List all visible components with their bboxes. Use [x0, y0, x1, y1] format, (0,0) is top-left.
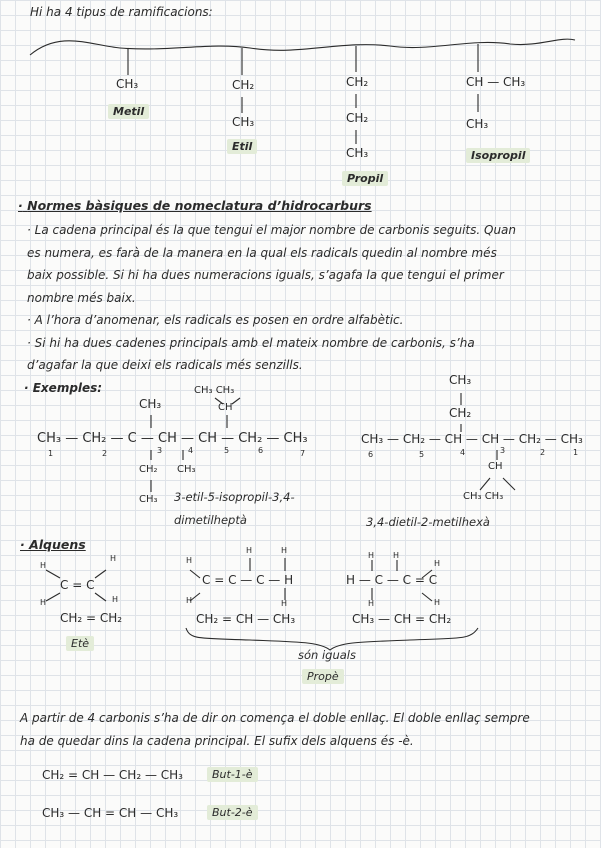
ex2-name: 3,4-dietil-2-metilhexà — [366, 515, 490, 529]
ex2-bottom-branches: CH₃ CH₃ — [463, 491, 504, 502]
prope1-h-bl: H — [186, 596, 193, 605]
prope2-h-t2: H — [393, 551, 400, 560]
prope2-h-tr: H — [434, 559, 441, 568]
butene2-formula: CH₃ — CH = CH — CH₃ — [42, 806, 179, 820]
ex1-bottom-ch2: CH₂ — [139, 464, 158, 475]
isopropil-label: Isopropil — [466, 148, 530, 163]
ete-h-br: H — [112, 595, 119, 604]
ex1-num-6: 6 — [258, 446, 264, 455]
ete-formula: CH₂ = CH₂ — [60, 611, 123, 625]
ex2-num-3: 3 — [500, 446, 506, 455]
normes-title-text: Normes bàsiques de nomeclatura d’hidrocarburs — [27, 198, 372, 213]
ex1-name-2: dimetilheptà — [174, 513, 247, 527]
son-iguals: són iguals — [298, 648, 356, 662]
wavy-chain — [30, 39, 575, 55]
ex1-num-5: 5 — [224, 446, 230, 455]
ete-label: Etè — [66, 636, 94, 651]
etil-formula-1: CH₂ — [232, 78, 255, 92]
prope-label: Propè — [302, 669, 344, 684]
prope1-h-t2: H — [281, 546, 288, 555]
rule-line-3: baix possible. Si hi ha dues numeracions iguals, s’agafa la que tengui el primer — [27, 268, 504, 282]
isopropil-formula-1: CH — CH₃ — [466, 75, 526, 89]
ex2-top-ch2: CH₂ — [449, 406, 472, 420]
prope1-h-b: H — [281, 599, 288, 608]
ex1-main-chain: CH₃ — CH₂ — C — CH — CH — CH₂ — CH₃ — [37, 431, 308, 446]
normes-title — [18, 198, 372, 213]
ex1-name-1: 3-etil-5-isopropil-3,4- — [174, 490, 295, 504]
ex1-num-3: 3 — [157, 446, 163, 455]
ex1-bottom-methyl: CH₃ — [177, 464, 196, 475]
normes-bullet: · — [18, 198, 23, 213]
prope2-formula: CH₃ — CH = CH₂ — [352, 612, 452, 626]
propil-label: Propil — [342, 171, 388, 186]
prope2-h-t1: H — [368, 551, 375, 560]
ex1-bottom-ch3: CH₃ — [139, 494, 158, 505]
ete-cc: C = C — [60, 578, 95, 592]
ex1-num-1: 1 — [48, 449, 54, 458]
alquens-title: · Alquens — [20, 537, 86, 552]
etil-label: Etil — [227, 139, 257, 154]
rule-line-7: d’agafar la que deixi els radicals més senzills. — [27, 358, 303, 372]
etil-formula-2: CH₃ — [232, 115, 255, 129]
intro-text: Hi ha 4 tipus de ramificacions: — [30, 5, 213, 19]
ex2-num-4: 4 — [460, 448, 466, 457]
ex2-num-2: 2 — [540, 448, 546, 457]
rule-line-2: es numera, es farà de la manera en la qual els radicals quedin al nombre més — [27, 245, 497, 260]
ex1-top-methyl: CH₃ — [139, 397, 162, 411]
ex1-num-2: 2 — [102, 449, 108, 458]
ex2-main-chain: CH₃ — CH₂ — CH — CH — CH₂ — CH₃ — [361, 432, 583, 446]
rule-line-1: · La cadena principal és la que tengui el major nombre de carbonis seguits. Quan — [27, 223, 517, 237]
ex2-bottom-ch: CH — [488, 461, 503, 472]
prope2-line: H — C — C = C — [346, 573, 438, 587]
brace — [186, 628, 478, 650]
prope2-h-br: H — [434, 598, 441, 607]
normes-rules — [27, 219, 516, 377]
prope1-formula: CH₂ = CH — CH₃ — [196, 612, 296, 626]
rule-line-4: nombre més baix. — [27, 290, 136, 305]
prope2-h-b: H — [368, 599, 375, 608]
ete-h-tr: H — [110, 554, 117, 563]
butene1-name: But-1-è — [207, 767, 258, 782]
prope1-line: C = C — C — H — [202, 573, 294, 587]
prope1-h-tl: H — [186, 556, 193, 565]
ex2-top-ch3: CH₃ — [449, 373, 472, 387]
ex1-num-7: 7 — [300, 449, 306, 458]
ex2-num-1: 1 — [573, 448, 579, 457]
rule-line-5: · A l’hora d’anomenar, els radicals es posen en ordre alfabètic. — [27, 313, 404, 327]
ex1-iso-ch: CH — [218, 402, 233, 413]
ex1-iso-ch3s: CH₃ CH₃ — [194, 385, 235, 396]
examples-title: · Exemples: — [24, 381, 103, 395]
butene1-formula: CH₂ = CH — CH₂ — CH₃ — [42, 768, 183, 782]
metil-label: Metil — [108, 104, 149, 119]
para2-line-2: ha de quedar dins la cadena principal. El sufix dels alquens és -è. — [20, 733, 414, 748]
prope1-h-t1: H — [246, 546, 253, 555]
ex1-num-4: 4 — [188, 446, 194, 455]
para2 — [20, 707, 530, 752]
rule-line-6: · Si hi ha dues cadenes principals amb el mateix nombre de carbonis, s’ha — [27, 335, 475, 350]
para2-line-1: A partir de 4 carbonis s’ha de dir on comença el doble enllaç. El doble enllaç sempre — [20, 711, 530, 725]
butene2-name: But-2-è — [207, 805, 258, 820]
ex2-num-6: 6 — [368, 450, 374, 459]
propil-formula-2: CH₂ — [346, 111, 369, 125]
propil-formula-1: CH₂ — [346, 75, 369, 89]
ex2-num-5: 5 — [419, 450, 425, 459]
propil-formula-3: CH₃ — [346, 146, 369, 160]
metil-formula: CH₃ — [116, 77, 139, 91]
isopropil-formula-2: CH₃ — [466, 117, 489, 131]
ete-h-bl: H — [40, 598, 47, 607]
ete-h-tl: H — [40, 561, 47, 570]
